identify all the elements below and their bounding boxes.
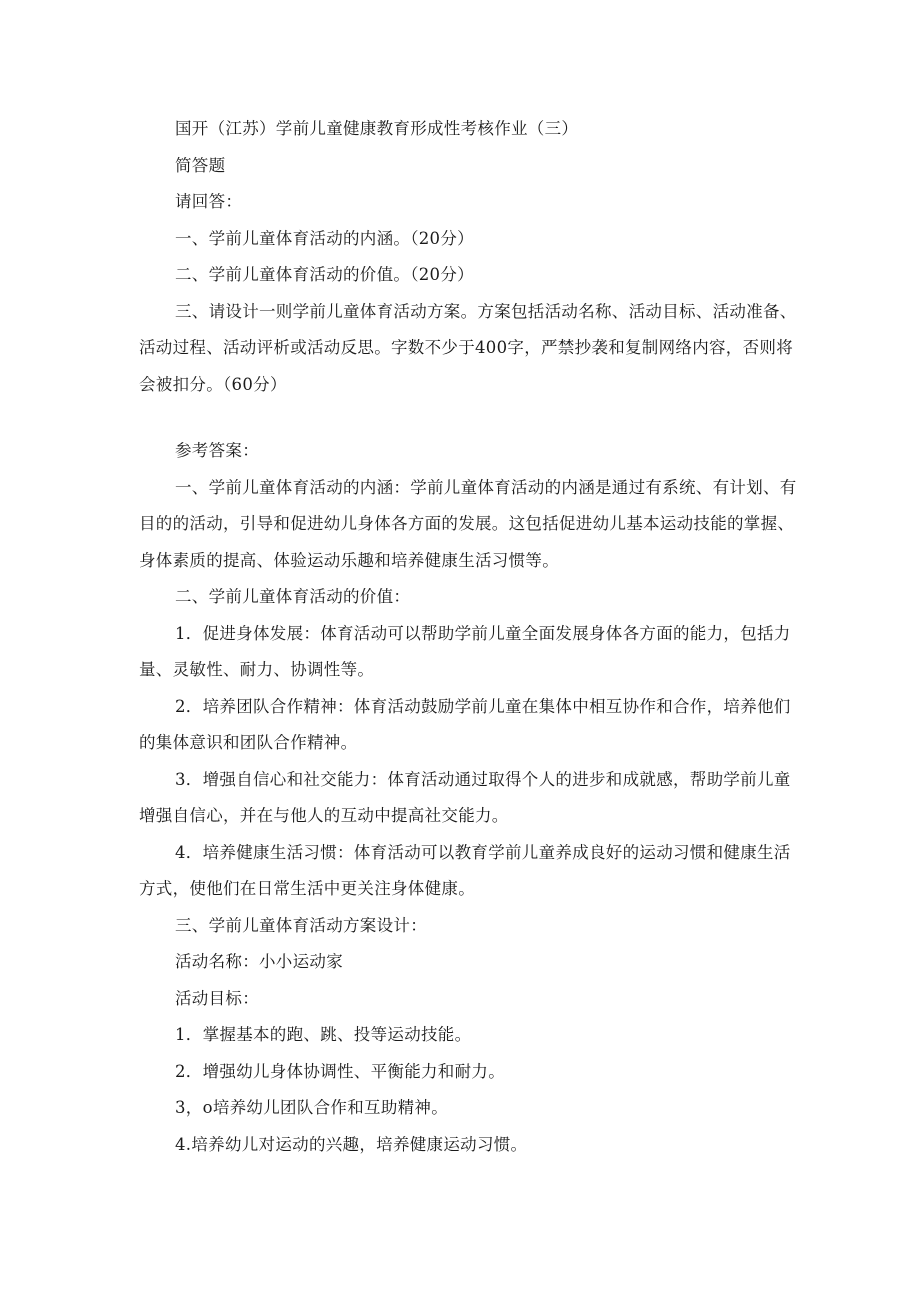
question-section [139,111,799,403]
answer-paragraph: 二、学前儿童体育活动的价值： [175,587,411,606]
answer-paragraph: 2．培养团队合作精神：体育活动鼓励学前儿童在集体中相互协作和合作，培养他们的集体意识和团队合作精神。 [139,696,791,752]
answer-paragraph: 4.培养幼儿对运动的兴趣，培养健康运动习惯。 [175,1134,528,1154]
answer-paragraph: 4．培养健康生活习惯：体育活动可以教育学前儿童养成良好的运动习惯和健康生活方式，使他们在日常生活中更关注身体健康。 [139,842,791,898]
answer-paragraph: 三、学前儿童体育活动方案设计： [175,915,427,935]
answer-heading: 参考答案： [175,441,259,460]
answer-section [139,433,799,1163]
answer-paragraph: 活动目标： [175,988,259,1008]
prompt-text: 请回答： [175,192,243,211]
question-3: 三、请设计一则学前儿童体育活动方案。方案包括活动名称、活动目标、活动准备、活动过程、活动评析或活动反思。字数不少于400字，严禁抄袭和复制网络内容，否则将会被扣分。（60分） [139,301,797,394]
question-1: 一、学前儿童体育活动的内涵。（20分） [175,228,474,248]
question-2: 二、学前儿童体育活动的价值。（20分） [175,265,474,284]
answer-paragraph: 1．掌握基本的跑、跳、投等运动技能。 [175,1025,472,1044]
answer-paragraph: 1．促进身体发展：体育活动可以帮助学前儿童全面发展身体各方面的能力，包括力量、灵敏性、耐力、协调性等。 [139,623,791,679]
document-title: 国开（江苏）学前儿童健康教育形成性考核作业（三） [175,119,579,138]
section-type: 简答题 [175,155,226,175]
answer-paragraph: 一、学前儿童体育活动的内涵：学前儿童体育活动的内涵是通过有系统、有计划、有目的的活动，引导和促进幼儿身体各方面的发展。这包括促进幼儿基本运动技能的掌握、身体素质的提高、体验运动乐趣和培养健康生活习惯等。 [139,477,797,570]
answer-paragraph: 3．增强自信心和社交能力：体育活动通过取得个人的进步和成就感，帮助学前儿童增强自信心，并在与他人的互动中提高社交能力。 [139,769,791,825]
answer-paragraph: 2．增强幼儿身体协调性、平衡能力和耐力。 [175,1061,505,1081]
answer-paragraph: 活动名称：小小运动家 [175,952,343,971]
answer-paragraph: 3，o培养幼儿团队合作和互助精神。 [175,1098,449,1117]
